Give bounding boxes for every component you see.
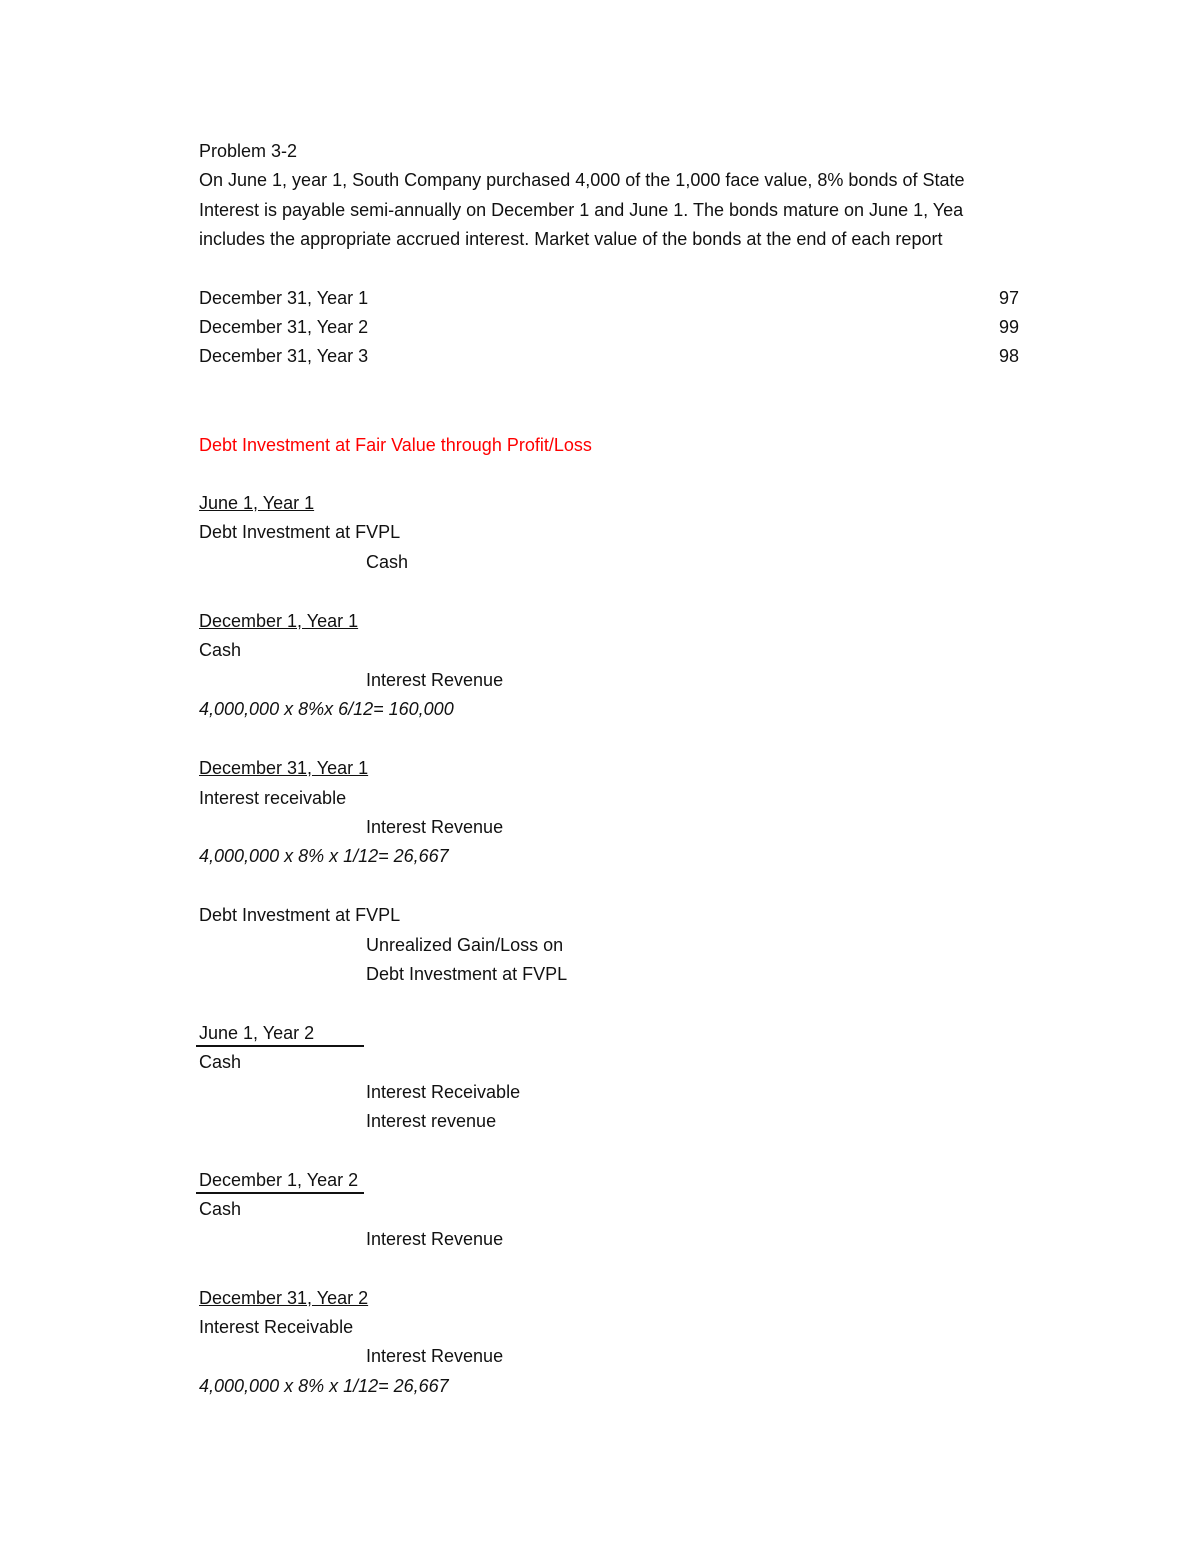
- entry-date: June 1, Year 1: [199, 493, 315, 513]
- entry-credit-account: Cash: [366, 552, 409, 572]
- entry-date: December 1, Year 2: [199, 1170, 359, 1190]
- entry-credit-account-2: Interest revenue: [366, 1111, 497, 1131]
- entry-calculation: 4,000,000 x 8% x 1/12= 26,667: [199, 1376, 449, 1396]
- entry-credit-account: Interest Revenue: [366, 670, 504, 690]
- date-underline-rule: [196, 1045, 364, 1047]
- entry-credit-account: Interest Revenue: [366, 817, 504, 837]
- market-value-3: 98: [998, 346, 1019, 366]
- entry-date: December 31, Year 2: [199, 1288, 369, 1308]
- problem-title: Problem 3-2: [199, 141, 298, 161]
- market-value-date-3: December 31, Year 3: [199, 346, 369, 366]
- entry-debit-account: Interest receivable: [199, 788, 347, 808]
- problem-text-line-1: On June 1, year 1, South Company purchased 4,000 of the 1,000 face value, 8% bonds of State: [199, 170, 965, 190]
- entry-debit-account: Cash: [199, 1052, 242, 1072]
- entry-date: December 31, Year 1: [199, 758, 369, 778]
- entry-debit-account: Cash: [199, 1199, 242, 1219]
- entry-debit-account: Debt Investment at FVPL: [199, 905, 401, 925]
- section-title: Debt Investment at Fair Value through Profit/Loss: [199, 435, 592, 455]
- entry-credit-account-continued: Debt Investment at FVPL: [366, 964, 568, 984]
- market-value-date-2: December 31, Year 2: [199, 317, 369, 337]
- entry-debit-account: Cash: [199, 640, 242, 660]
- entry-date: June 1, Year 2: [199, 1023, 315, 1043]
- problem-text-line-3: includes the appropriate accrued interest. Market value of the bonds at the end of each report: [199, 229, 943, 249]
- market-value-date-1: December 31, Year 1: [199, 288, 369, 308]
- date-underline-rule: [196, 1192, 364, 1194]
- entry-calculation: 4,000,000 x 8%x 6/12= 160,000: [199, 699, 454, 719]
- entry-credit-account: Interest Revenue: [366, 1229, 504, 1249]
- entry-credit-account: Interest Receivable: [366, 1082, 521, 1102]
- market-value-2: 99: [998, 317, 1019, 337]
- entry-date: December 1, Year 1: [199, 611, 359, 631]
- entry-credit-account: Interest Revenue: [366, 1346, 504, 1366]
- problem-text-line-2: Interest is payable semi-annually on December 1 and June 1. The bonds mature on June 1, Yea: [199, 200, 964, 220]
- entry-debit-account: Interest Receivable: [199, 1317, 354, 1337]
- entry-calculation: 4,000,000 x 8% x 1/12= 26,667: [199, 846, 449, 866]
- entry-credit-account: Unrealized Gain/Loss on: [366, 935, 564, 955]
- market-value-1: 97: [998, 288, 1019, 308]
- entry-debit-account: Debt Investment at FVPL: [199, 522, 401, 542]
